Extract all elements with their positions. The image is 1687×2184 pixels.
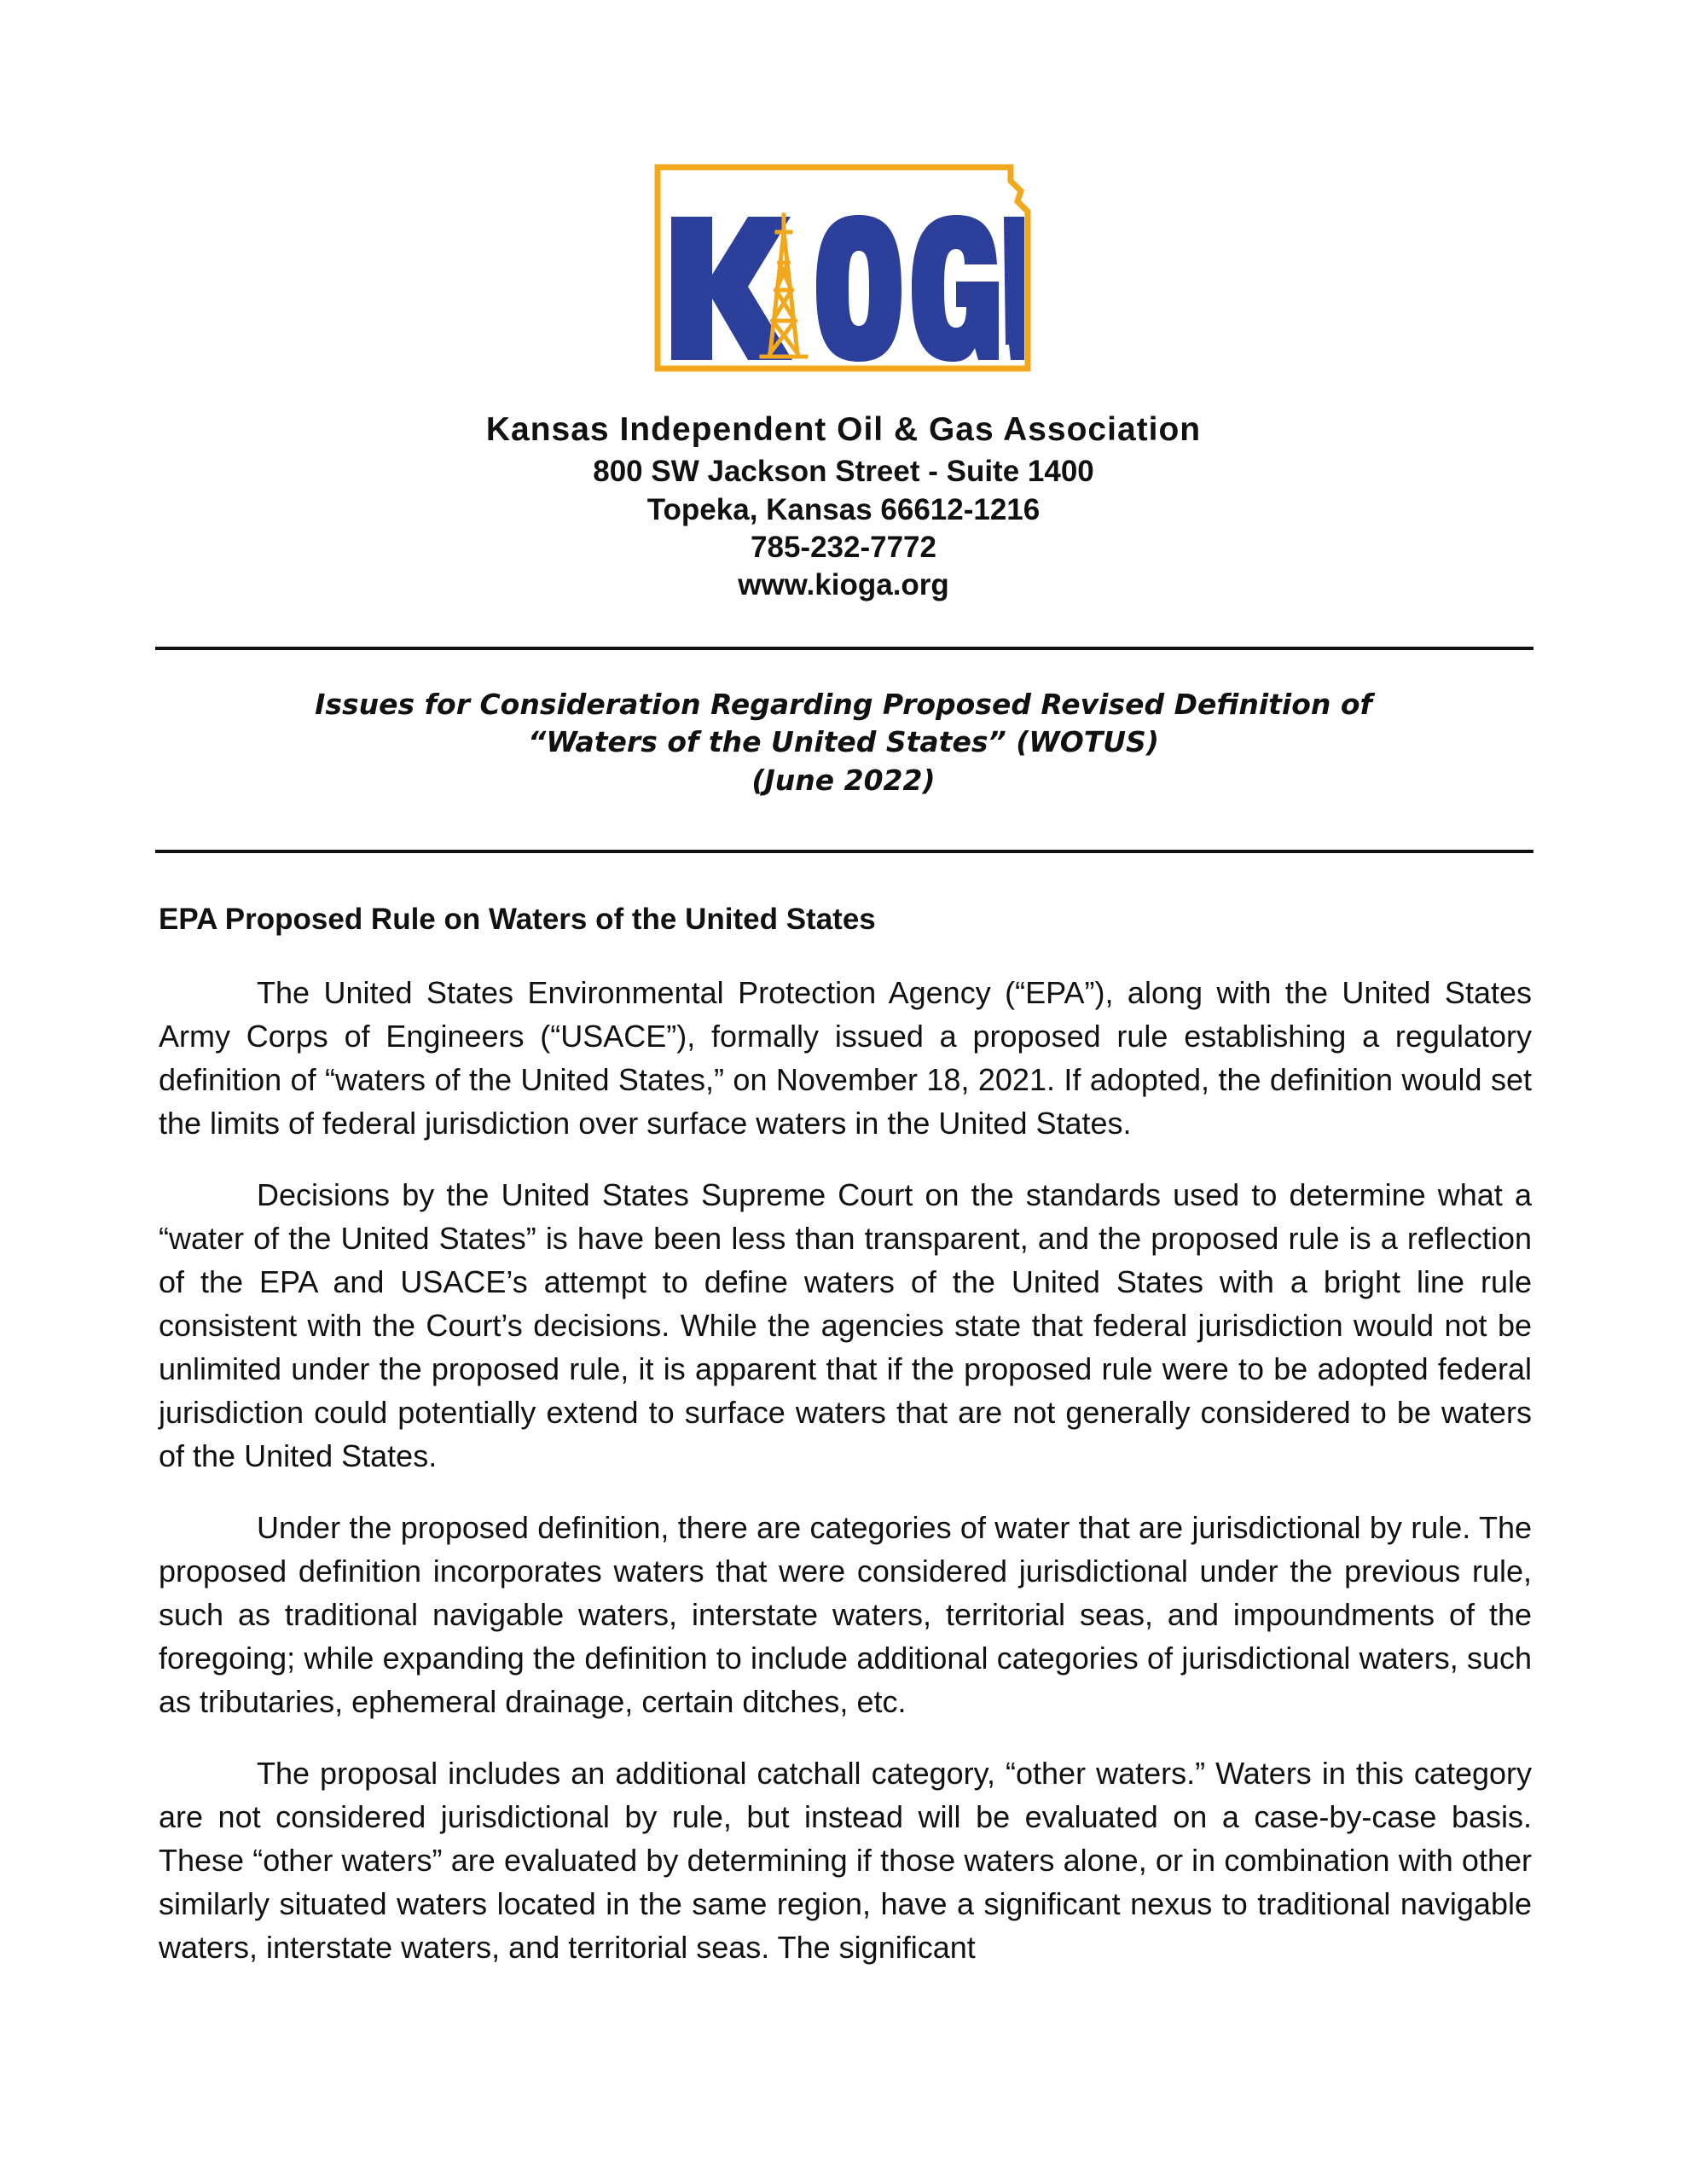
divider-top [155, 647, 1533, 650]
paragraph: Decisions by the United States Supreme Court on the standards used to determine what a “water of the United States” is have been less than transparent, and the proposed rule is a reflection of the EPA and USACE’s attempt to define waters of the United States with a bright line rule consistent with the Court’s decisions. While the agencies state that federal jurisdiction would not be unlimited under the proposed rule, it is apparent that if the proposed rule were to be adopted federal jurisdiction could potentially extend to surface waters that are not generally considered to be waters of the United States. [159, 1177, 1532, 1473]
address-line-1: 800 SW Jackson Street - Suite 1400 [593, 455, 1094, 488]
kioga-logo [652, 162, 1036, 374]
section-heading: EPA Proposed Rule on Waters of the United States [159, 903, 876, 936]
document-title-date: (June 2022) [751, 764, 936, 797]
paragraph: The United States Environmental Protection Agency (“EPA”), along with the United States Army Corps of Engineers (“USACE”), formally issued a proposed rule establishing a regulatory definition of “waters of the United States,” on November 18, 2021. If adopted, the definition would set the limits of federal jurisdiction over surface waters in the United States. [159, 975, 1532, 1141]
phone-number: 785-232-7772 [751, 531, 936, 564]
document-title-line-1: Issues for Consideration Regarding Proposed Revised Definition of [315, 688, 1372, 721]
document-title-line-2: “Waters of the United States” (WOTUS) [528, 725, 1159, 758]
paragraph: Under the proposed definition, there are categories of water that are jurisdictional by rule. The proposed definition incorporates waters that were considered jurisdictional under the previous rule, such as traditional navigable waters, interstate waters, territorial seas, and impoundments of the foregoing; while expanding the definition to include additional categories of jurisdictional waters, such as tributaries, ephemeral drainage, certain ditches, etc. [159, 1510, 1532, 1719]
divider-bottom [155, 850, 1533, 853]
paragraph: The proposal includes an additional catchall category, “other waters.” Waters in this category are not considered jurisdictional by rule, but instead will be evaluated on a case-by-case basis. These “other waters” are evaluated by determining if those waters alone, or in combination with other similarly situated waters located in the same region, have a significant nexus to traditional navigable waters, interstate waters, and territorial seas. The significant [159, 1756, 1532, 1965]
address-line-2: Topeka, Kansas 66612-1216 [646, 493, 1041, 526]
body-text [159, 971, 1532, 1997]
website: www.kioga.org [738, 568, 949, 601]
association-name: Kansas Independent Oil & Gas Association [485, 411, 1202, 448]
